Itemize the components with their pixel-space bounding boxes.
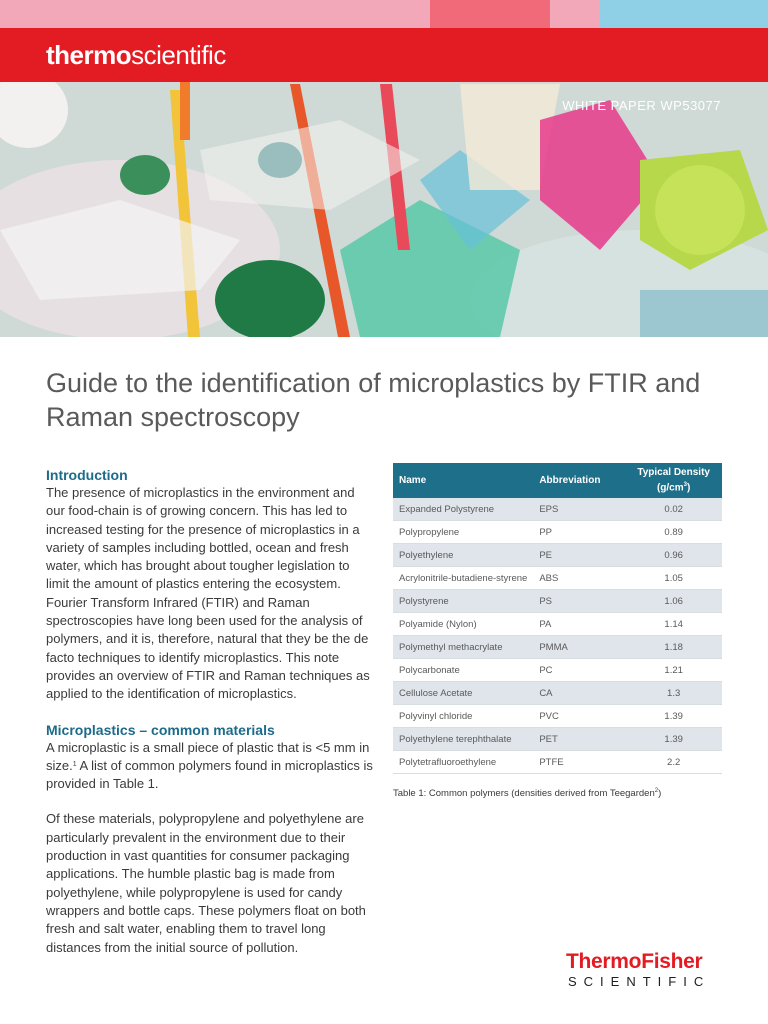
thermo-fisher-logo: ThermoFisher SCIENTIFIC bbox=[566, 950, 711, 989]
cell-density: 1.05 bbox=[625, 567, 722, 590]
cell-abbreviation: PVC bbox=[533, 705, 625, 728]
table-row bbox=[393, 498, 722, 521]
cell-abbreviation: PE bbox=[533, 544, 625, 567]
cell-name: Polyethylene terephthalate bbox=[393, 728, 533, 751]
table-row bbox=[393, 728, 722, 751]
cell-density: 0.89 bbox=[625, 521, 722, 544]
cell-name: Polymethyl methacrylate bbox=[393, 636, 533, 659]
cell-abbreviation: CA bbox=[533, 682, 625, 705]
polymer-table bbox=[393, 463, 722, 774]
left-column bbox=[46, 466, 376, 957]
table-row bbox=[393, 544, 722, 567]
table-row bbox=[393, 751, 722, 774]
cell-name: Polytetrafluoroethylene bbox=[393, 751, 533, 774]
intro-heading: Introduction bbox=[46, 467, 128, 483]
cell-density: 0.96 bbox=[625, 544, 722, 567]
materials-paragraph-1: A microplastic is a small piece of plastic that is <5 mm in size.$^1$ A list of common polymers found in microplastics is provided in Table 1. bbox=[46, 739, 373, 792]
cell-name: Polyamide (Nylon) bbox=[393, 613, 533, 636]
header-density: Typical Density $(g/cm^3)$ bbox=[625, 463, 722, 498]
table-row bbox=[393, 590, 722, 613]
header-abbreviation: Abbreviation bbox=[533, 463, 625, 498]
cell-abbreviation: PP bbox=[533, 521, 625, 544]
hero-image bbox=[0, 0, 768, 337]
cell-density: 1.21 bbox=[625, 659, 722, 682]
table-row bbox=[393, 636, 722, 659]
intro-paragraph: The presence of microplastics in the environment and our food-chain is of growing concern. This has led to increased testing for the presence of microplastics in a variety of samples including bottled, ocean and fresh water, which has brought about tougher legislation to limit the amount of plastics entering the ecosystem. Fourier Transform Infrared (FTIR) and Raman spectroscopies have long been used for the analysis of polymers, and it is, therefore, natural that they be the de facto techniques to identify microplastics. This note provides an overview of FTIR and Raman techniques as applied to the identification of microplastics. bbox=[46, 485, 370, 702]
cell-density: 1.06 bbox=[625, 590, 722, 613]
white-paper-label: WHITE PAPER WP53077 bbox=[562, 98, 721, 113]
cell-abbreviation: PTFE bbox=[533, 751, 625, 774]
cell-name: Polycarbonate bbox=[393, 659, 533, 682]
cell-density: 1.39 bbox=[625, 728, 722, 751]
table-caption: Table 1: Common polymers (densities derived from Teegarden$^2$) bbox=[393, 788, 662, 799]
cell-density: 1.18 bbox=[625, 636, 722, 659]
cell-name: Acrylonitrile-butadiene-styrene bbox=[393, 567, 533, 590]
cell-name: Polypropylene bbox=[393, 521, 533, 544]
table-row bbox=[393, 613, 722, 636]
table-header-row bbox=[393, 463, 722, 498]
cell-density: 0.02 bbox=[625, 498, 722, 521]
header-name: Name bbox=[393, 463, 533, 498]
cell-name: Polystyrene bbox=[393, 590, 533, 613]
table-row bbox=[393, 705, 722, 728]
cell-abbreviation: PET bbox=[533, 728, 625, 751]
thermo-scientific-logo: thermoscientific bbox=[46, 40, 226, 70]
table-row bbox=[393, 567, 722, 590]
cell-name: Expanded Polystyrene bbox=[393, 498, 533, 521]
cell-density: 1.14 bbox=[625, 613, 722, 636]
materials-paragraph-2: Of these materials, polypropylene and polyethylene are particularly prevalent in the environment due to their production in vast quantities for consumer packaging applications. The humble plastic bag is made from polyethylene, while polypropylene is used for candy wrappers and bottle caps. These polymers float on both fresh and salt water, enabling them to travel long distances from the initial source of pollution. bbox=[46, 811, 366, 955]
table-row bbox=[393, 682, 722, 705]
cell-abbreviation: PC bbox=[533, 659, 625, 682]
cell-density: 2.2 bbox=[625, 751, 722, 774]
cell-abbreviation: PS bbox=[533, 590, 625, 613]
table-row bbox=[393, 659, 722, 682]
table-row bbox=[393, 521, 722, 544]
cell-abbreviation: PA bbox=[533, 613, 625, 636]
cell-name: Cellulose Acetate bbox=[393, 682, 533, 705]
cell-density: 1.3 bbox=[625, 682, 722, 705]
cell-abbreviation: PMMA bbox=[533, 636, 625, 659]
cell-density: 1.39 bbox=[625, 705, 722, 728]
brand-bar bbox=[0, 28, 768, 82]
materials-heading: Microplastics – common materials bbox=[46, 721, 275, 738]
cell-name: Polyethylene bbox=[393, 544, 533, 567]
page-title: Guide to the identification of microplastics by FTIR and Raman spectroscopy bbox=[46, 368, 701, 432]
cell-abbreviation: ABS bbox=[533, 567, 625, 590]
cell-abbreviation: EPS bbox=[533, 498, 625, 521]
reference-1: 1 bbox=[72, 760, 77, 768]
cell-name: Polyvinyl chloride bbox=[393, 705, 533, 728]
